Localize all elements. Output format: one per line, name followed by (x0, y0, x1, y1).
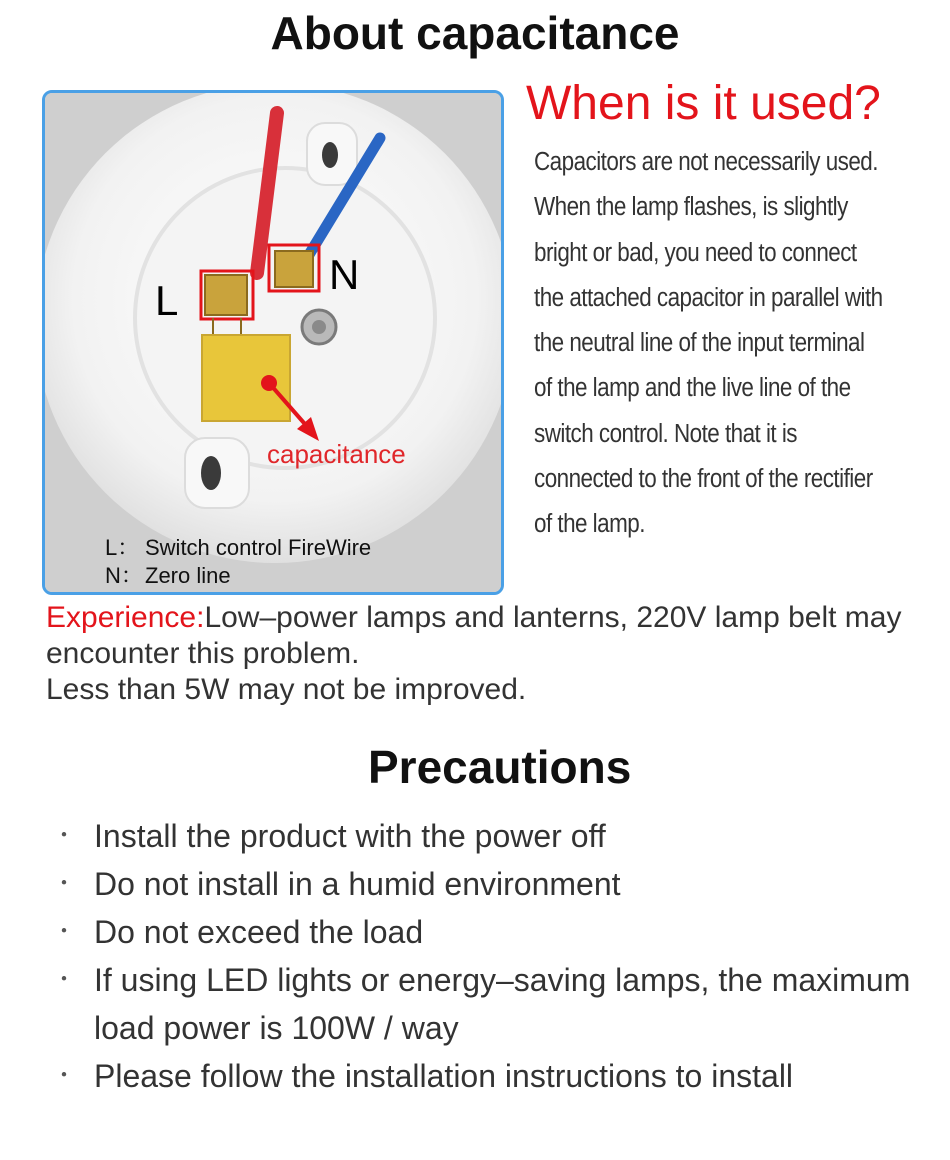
usage-body (534, 140, 886, 548)
precaution-text: If using LED lights or energy–saving lamps, the maximum load power is 100W / way (94, 962, 911, 1046)
bullet-icon: ・ (52, 870, 76, 897)
usage-heading: When is it used? (526, 77, 881, 130)
legend-neutral (105, 559, 231, 590)
page-title: About capacitance (270, 7, 680, 59)
bullet-icon: ・ (52, 1062, 76, 1089)
legend-live-text: Switch control FireWire (145, 535, 372, 560)
bullet-icon: ・ (52, 966, 76, 993)
experience-power-note: Less than 5W may not be improved. (46, 673, 527, 706)
list-item (52, 956, 932, 1052)
bullet-icon: ・ (52, 918, 76, 945)
lamp-base-photo (42, 90, 504, 595)
legend-live (105, 531, 371, 562)
neutral-label: N (329, 251, 360, 298)
precautions-list (52, 812, 932, 1100)
experience-label: Experience: (46, 601, 205, 634)
usage-paragraph: Capacitors are not necessarily used. (534, 148, 878, 176)
precaution-text: Install the product with the power off (94, 818, 606, 854)
legend-live-key: L： (105, 535, 140, 560)
bullet-icon: ・ (52, 822, 76, 849)
precaution-text: Do not install in a humid environment (94, 866, 621, 902)
live-label: L (155, 277, 179, 324)
precaution-text: Please follow the installation instructions to install (94, 1058, 794, 1094)
neutral-terminal (275, 251, 313, 287)
usage-paragraph: When the lamp flashes, is slightly bright or bad, you need to connect the attached capacitor in parallel with the neutral line of the input terminal of the lamp and the live line of the switch control. Note that it is connected to the front of the rectifier of the lamp. (534, 193, 883, 539)
mount-hole-top (322, 142, 338, 168)
mount-hole-bottom (201, 456, 221, 490)
precautions-title: Precautions (368, 741, 632, 793)
legend-neutral-key: N： (105, 563, 143, 588)
list-item (52, 908, 932, 956)
capacitor-label: capacitance (267, 439, 406, 469)
list-item (52, 860, 932, 908)
lamp-base-inner-ring (135, 168, 435, 468)
precaution-text: Do not exceed the load (94, 914, 424, 950)
legend-neutral-text: Zero line (145, 563, 231, 588)
experience-note (46, 600, 926, 708)
experience-text: Low–power lamps and lanterns, 220V lamp belt may encounter this problem. (46, 601, 902, 670)
capacitor (202, 335, 290, 421)
list-item (52, 1052, 932, 1100)
live-terminal (205, 275, 247, 315)
lamp-base-illustration (45, 93, 501, 592)
list-item (52, 812, 932, 860)
